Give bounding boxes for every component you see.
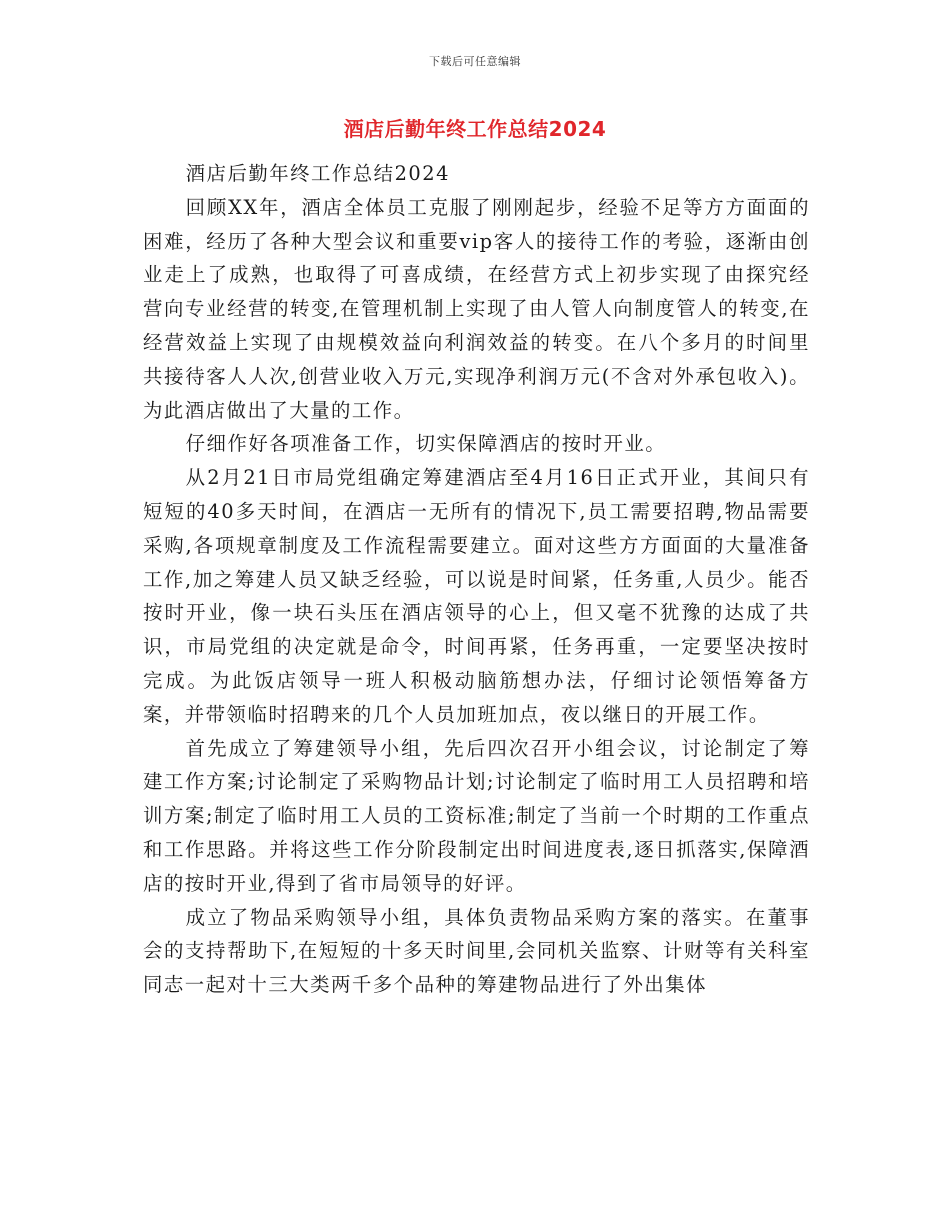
header-note: 下载后可任意编辑 xyxy=(429,55,521,68)
body-paragraph: 首先成立了筹建领导小组，先后四次召开小组会议，讨论制定了筹建工作方案;讨论制定了采购物品计划;讨论制定了临时用工人员招聘和培训方案;制定了临时用工人员的工资标准;制定了当前一个时期的工作重点和工作思路。并将这些工作分阶段制定出时间进度表,逐日抓落实,保障酒店的按时开业,得到了省市局领导的好评。 xyxy=(143,736,810,895)
body-paragraph: 从2月21日市局党组确定筹建酒店至4月16日正式开业，其间只有短短的40多天时间，在酒店一无所有的情况下,员工需要招聘,物品需要采购,各项规章制度及工作流程需要建立。面对这些方方面面的大量准备工作,加之筹建人员又缺乏经验，可以说是时间紧，任务重,人员少。能否按时开业，像一块石头压在酒店领导的心上，但又毫不犹豫的达成了共识，市局党组的决定就是命令，时间再紧，任务再重，一定要坚决按时完成。为此饭店领导一班人积极动脑筋想办法，仔细讨论领悟筹备方案，并带领临时招聘来的几个人员加班加点，夜以继日的开展工作。 xyxy=(143,466,810,726)
subtitle-paragraph: 酒店后勤年终工作总结2024 xyxy=(185,162,450,185)
body-paragraph: 成立了物品采购领导小组，具体负责物品采购方案的落实。在董事会的支持帮助下,在短短的十多天时间里,会同机关监察、计财等有关科室同志一起对十三大类两千多个品种的筹建物品进行了外出集体 xyxy=(143,905,810,997)
document-title: 酒店后勤年终工作总结2024 xyxy=(343,117,607,141)
body-paragraph: 回顾XX年，酒店全体员工克服了刚刚起步，经验不足等方方面面的困难，经历了各种大型会议和重要vip客人的接待工作的考验，逐渐由创业走上了成熟，也取得了可喜成绩，在经营方式上初步实现了由探究经营向专业经营的转变,在管理机制上实现了由人管人向制度管人的转变,在经营效益上实现了由规模效益向利润效益的转变。在八个多月的时间里共接待客人人次,创营业收入万元,实现净利润万元(不含对外承包收入)。为此酒店做出了大量的工作。 xyxy=(143,195,810,422)
body-paragraph: 仔细作好各项准备工作，切实保障酒店的按时开业。 xyxy=(185,432,667,456)
document-body xyxy=(143,157,810,1002)
